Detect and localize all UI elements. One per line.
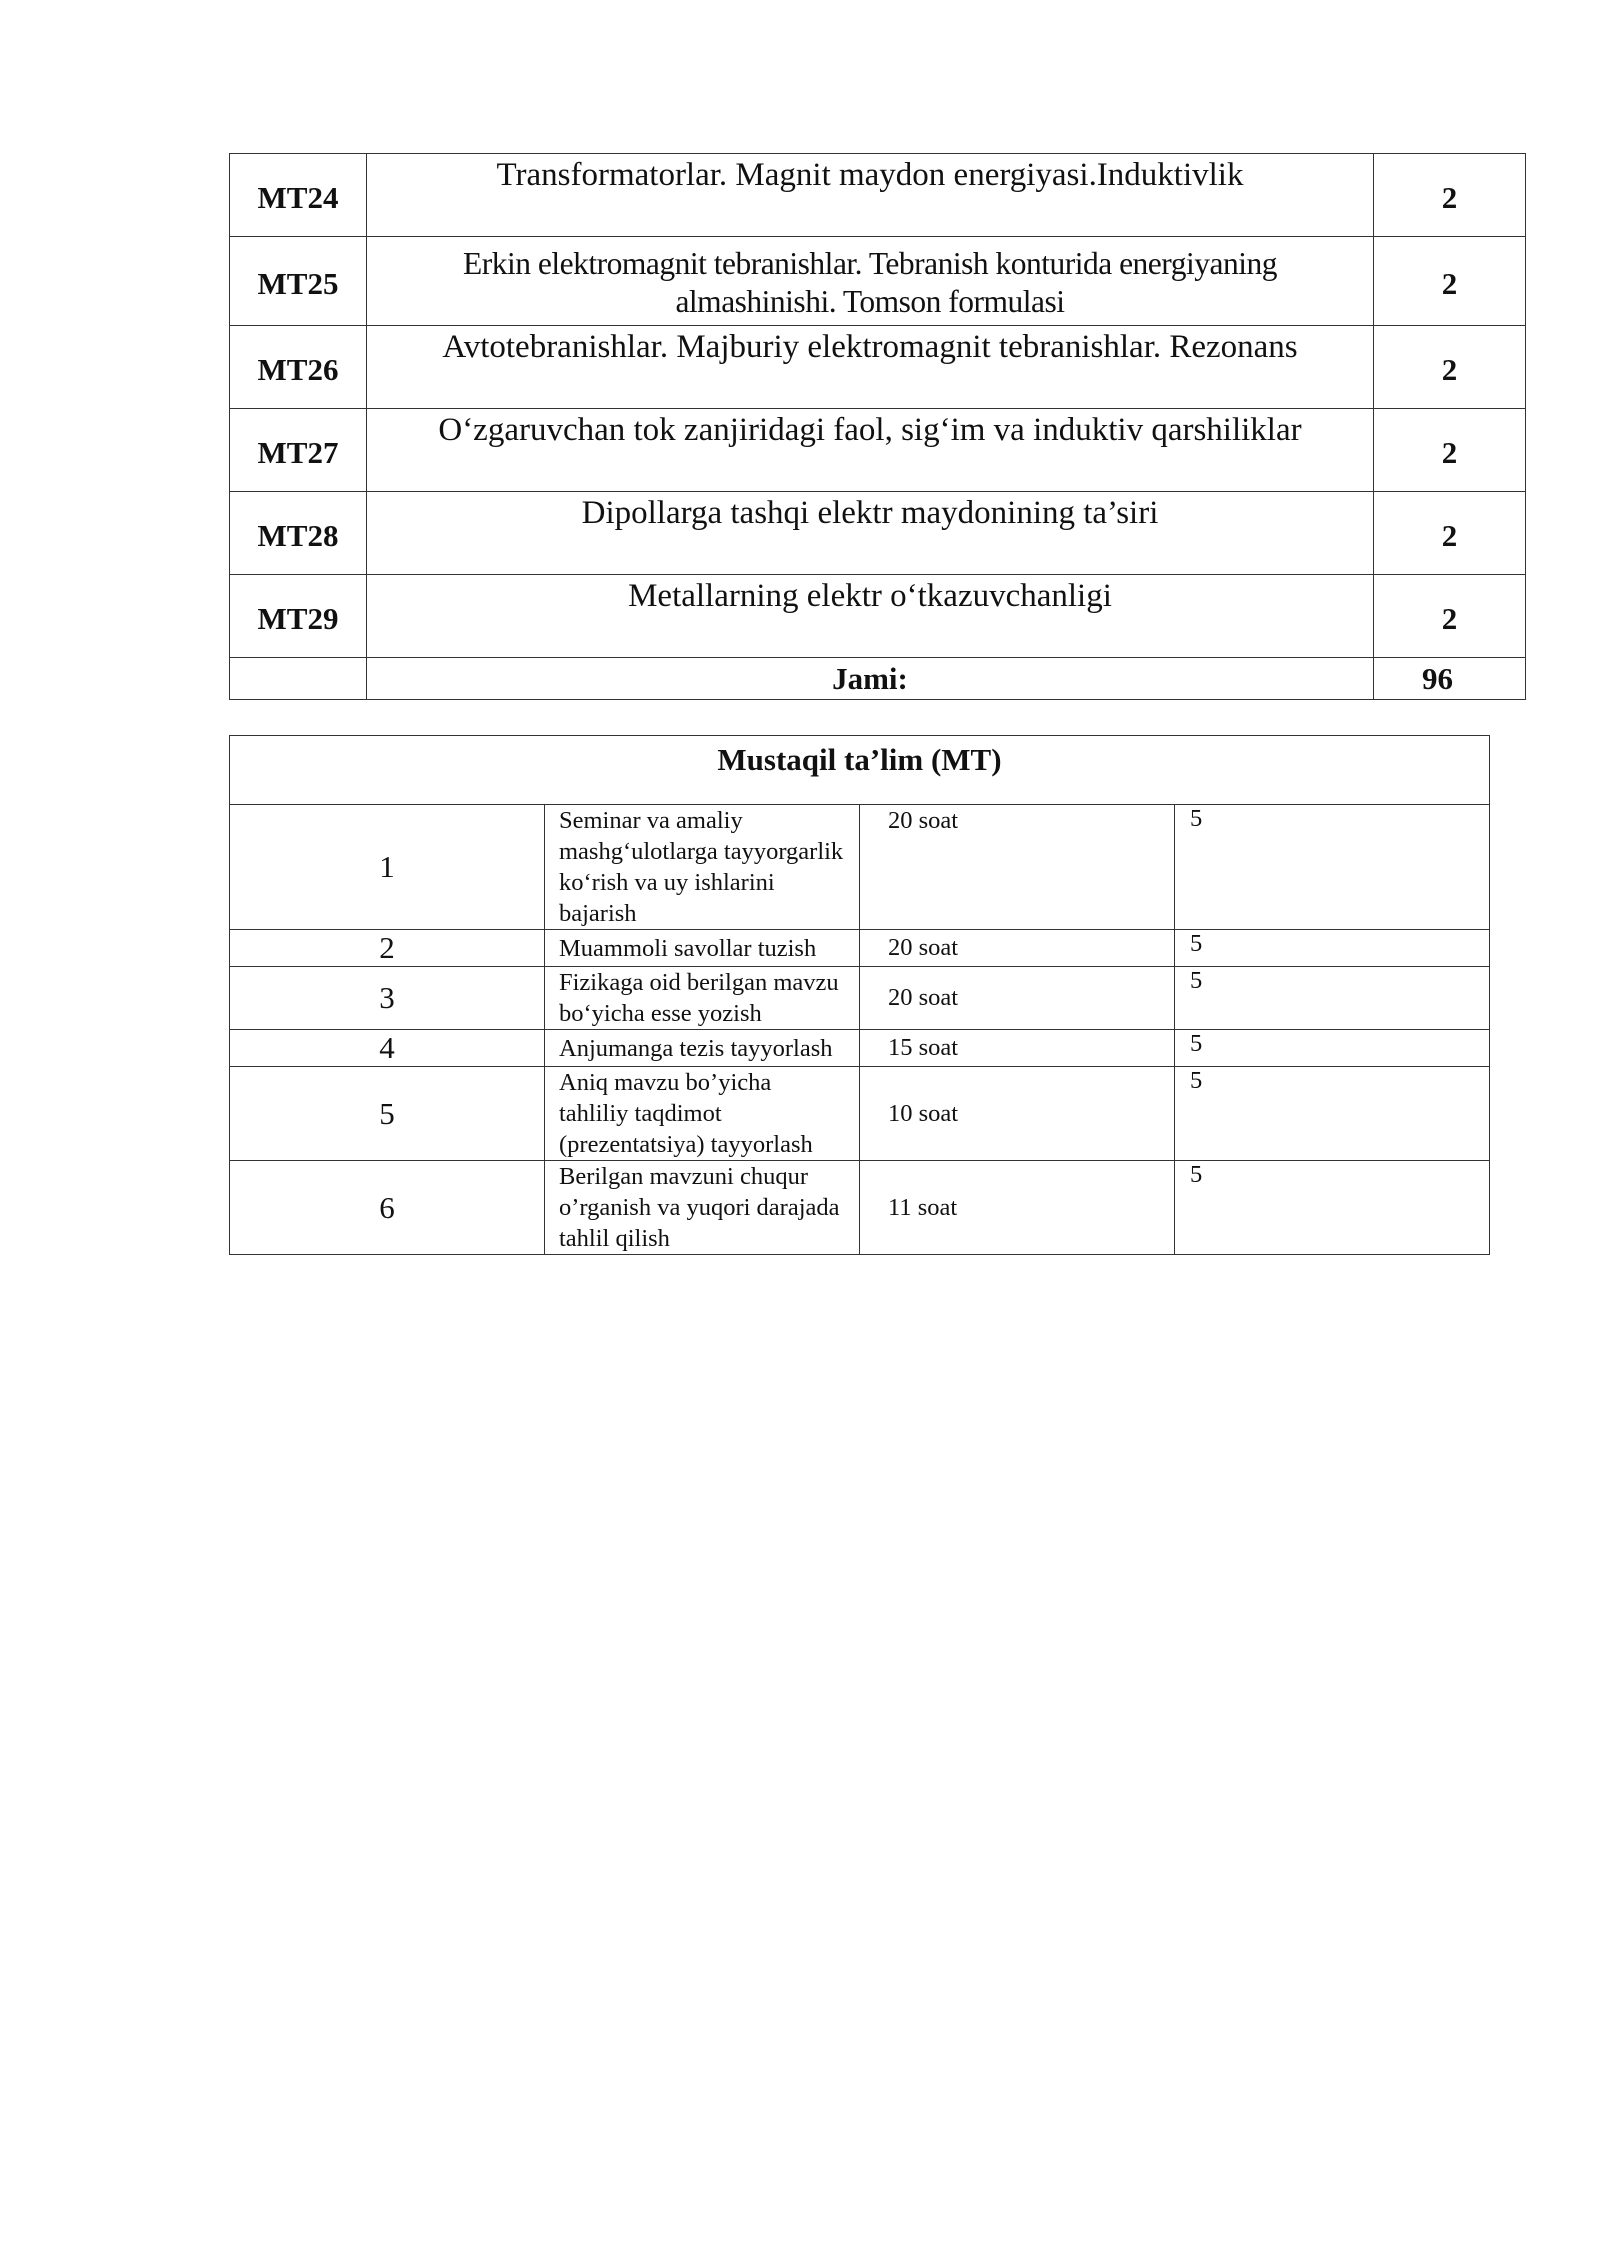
- topic-code: MT25: [230, 237, 367, 326]
- topic-code: MT28: [230, 492, 367, 575]
- topic-title: Transformatorlar. Magnit maydon energiyasi.Induktivlik: [367, 154, 1374, 237]
- total-row: [230, 658, 1526, 700]
- task-hours: 20 soat: [860, 967, 1175, 1030]
- table-row: [230, 154, 1526, 237]
- topic-title: Erkin elektromagnit tebranishlar. Tebranish konturida energiyaning almashinishi. Tomson formulasi: [367, 237, 1374, 326]
- topic-title: Dipollarga tashqi elektr maydonining ta’siri: [367, 492, 1374, 575]
- topic-hours: 2: [1374, 492, 1526, 575]
- topic-code: MT26: [230, 326, 367, 409]
- task-hours: 15 soat: [860, 1030, 1175, 1067]
- topic-code: MT24: [230, 154, 367, 237]
- topic-hours: 2: [1374, 326, 1526, 409]
- total-label: Jami:: [367, 658, 1374, 700]
- task-hours: 20 soat: [860, 930, 1175, 967]
- topic-hours: 2: [1374, 575, 1526, 658]
- topic-title: Avtotebranishlar. Majburiy elektromagnit tebranishlar. Rezonans: [367, 326, 1374, 409]
- topic-hours: 2: [1374, 237, 1526, 326]
- task-description: Muammoli savollar tuzish: [545, 930, 860, 967]
- task-score: 5: [1175, 1161, 1490, 1255]
- total-empty-cell: [230, 658, 367, 700]
- task-description: Fizikaga oid berilgan mavzu bo‘yicha esse yozish: [545, 967, 860, 1030]
- total-hours: 96: [1374, 658, 1526, 700]
- task-number: 1: [230, 805, 545, 930]
- table-row: [230, 492, 1526, 575]
- table-row: [230, 967, 1490, 1030]
- task-description: Anjumanga tezis tayyorlash: [545, 1030, 860, 1067]
- task-number: 4: [230, 1030, 545, 1067]
- topics-table: [229, 153, 1526, 700]
- task-description: Berilgan mavzuni chuqur o’rganish va yuqori darajada tahlil qilish: [545, 1161, 860, 1255]
- task-number: 5: [230, 1067, 545, 1161]
- table-row: [230, 805, 1490, 930]
- topic-hours: 2: [1374, 154, 1526, 237]
- task-description: Aniq mavzu bo’yicha tahliliy taqdimot (prezentatsiya) tayyorlash: [545, 1067, 860, 1161]
- task-score: 5: [1175, 930, 1490, 967]
- task-hours: 20 soat: [860, 805, 1175, 930]
- independent-study-title: Mustaqil ta’lim (MT): [230, 736, 1490, 805]
- task-score: 5: [1175, 1067, 1490, 1161]
- table-row: [230, 409, 1526, 492]
- topic-title: Metallarning elektr o‘tkazuvchanligi: [367, 575, 1374, 658]
- table-row: [230, 575, 1526, 658]
- task-number: 3: [230, 967, 545, 1030]
- task-number: 6: [230, 1161, 545, 1255]
- table-row: [230, 326, 1526, 409]
- topic-hours: 2: [1374, 409, 1526, 492]
- task-score: 5: [1175, 1030, 1490, 1067]
- task-number: 2: [230, 930, 545, 967]
- table-row: [230, 237, 1526, 326]
- topic-code: MT27: [230, 409, 367, 492]
- table-row: [230, 1161, 1490, 1255]
- task-hours: 10 soat: [860, 1067, 1175, 1161]
- independent-study-table: [229, 735, 1490, 1255]
- topic-code: MT29: [230, 575, 367, 658]
- table-row: [230, 1030, 1490, 1067]
- topic-title: O‘zgaruvchan tok zanjiridagi faol, sig‘im va induktiv qarshiliklar: [367, 409, 1374, 492]
- table-row: [230, 930, 1490, 967]
- task-description: Seminar va amaliy mashg‘ulotlarga tayyorgarlik ko‘rish va uy ishlarini bajarish: [545, 805, 860, 930]
- task-score: 5: [1175, 967, 1490, 1030]
- task-score: 5: [1175, 805, 1490, 930]
- table-row: [230, 1067, 1490, 1161]
- task-hours: 11 soat: [860, 1161, 1175, 1255]
